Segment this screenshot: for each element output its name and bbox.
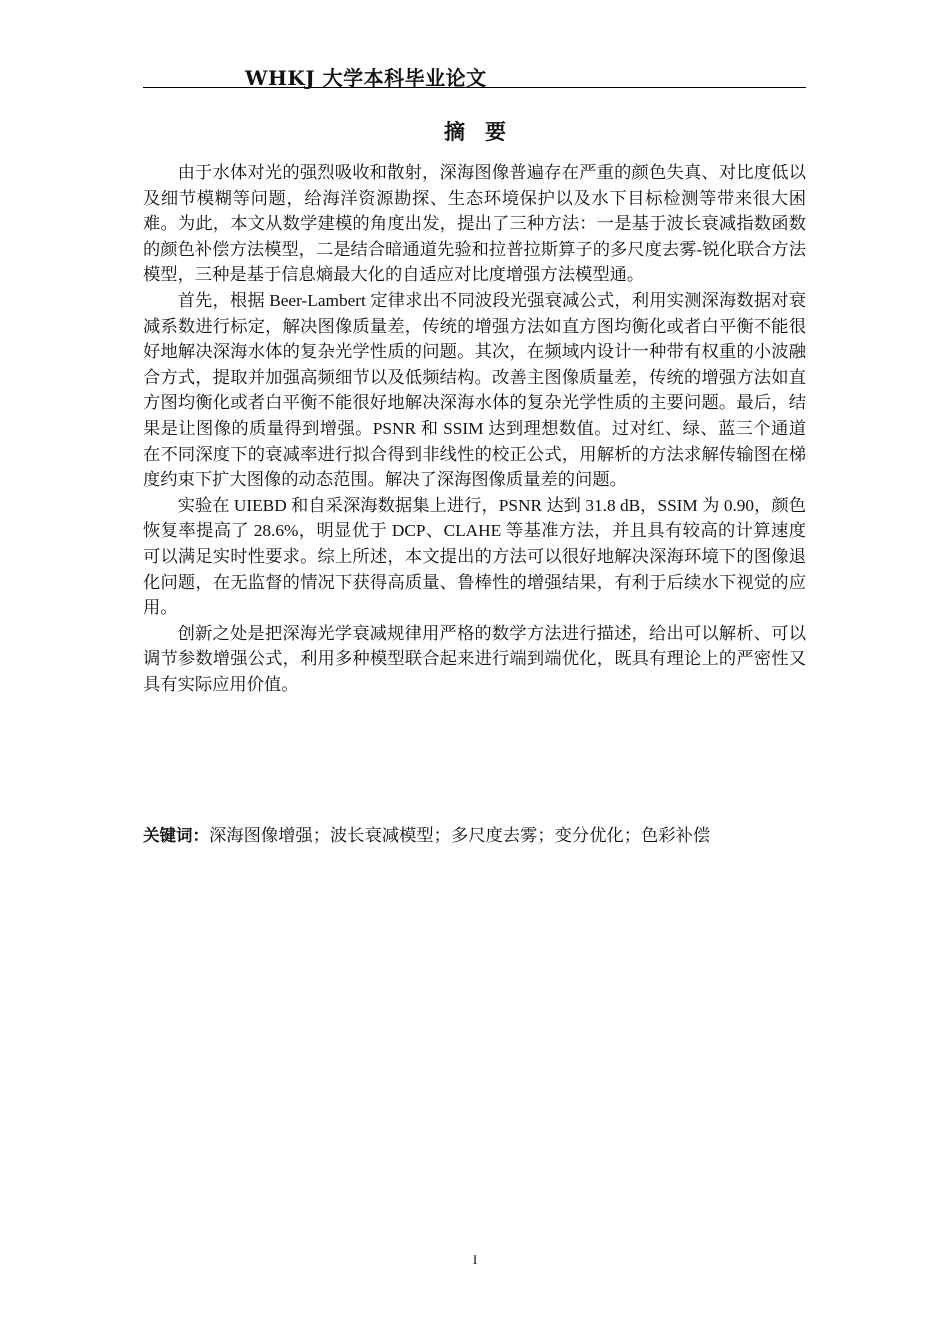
abstract-paragraph-2: 首先，根据 Beer-Lambert 定律求出不同波段光强衰减公式，利用实测深海数据对衰减系数进行标定，解决图像质量差，传统的增强方法如直方图均衡化或者白平衡不能很好地解决深海水体的复杂光学性质的问题。其次，在频域内设计一种带有权重的小波融合方式，提取并加强高频细节以及低频结构。改善主图像质量差，传统的增强方法如直方图均衡化或者白平衡不能很好地解决深海水体的复杂光学性质的主要问题。最后，结果是让图像的质量得到增强。PSNR 和 SSIM 达到理想数值。过对红、绿、蓝三个通道在不同深度下的衰减率进行拟合得到非线性的校正公式，用解析的方法求解传输图在梯度约束下扩大图像的动态范围。解决了深海图像质量差的问题。 <box>143 290 806 490</box>
page-header <box>143 60 806 88</box>
abstract-body <box>143 160 806 697</box>
abstract-paragraph-3: 实验在 UIEBD 和自采深海数据集上进行，PSNR 达到 31.8 dB，SSIM 为 0.90，颜色恢复率提高了 28.6%，明显优于 DCP、CLAHE 等基准方法，并且具有较高的计算速度可以满足实时性要求。综上所述，本文提出的方法可以很好地解决深海环境下的图像退化问题，在无监督的情况下获得高质量、鲁棒性的增强结果，有利于后续水下视觉的应用。 <box>143 495 806 618</box>
page-number: I <box>472 1252 478 1267</box>
keywords-label: 关键词： <box>143 826 209 845</box>
abstract-paragraph-1: 由于水体对光的强烈吸收和散射，深海图像普遍存在严重的颜色失真、对比度低以及细节模糊等问题，给海洋资源勘探、生态环境保护以及水下目标检测等带来很大困难。为此，本文从数学建模的角度出发，提出了三种方法：一是基于波长衰减指数函数的颜色补偿方法模型，二是结合暗通道先验和拉普拉斯算子的多尺度去雾-锐化联合方法模型，三种是基于信息熵最大化的自适应对比度增强方法模型通。 <box>143 163 806 285</box>
keywords-text: 深海图像增强；波长衰减模型；多尺度去雾；变分优化；色彩补偿 <box>209 826 711 845</box>
abstract-paragraph-4: 创新之处是把深海光学衰减规律用严格的数学方法进行描述，给出可以解析、可以调节参数增强公式，利用多种模型联合起来进行端到端优化，既具有理论上的严密性又具有实际应用价值。 <box>143 623 806 694</box>
abstract-title: 摘要 <box>444 120 526 144</box>
header-title: WHKJ 大学本科毕业论文 <box>245 66 487 90</box>
keywords-line <box>143 823 806 849</box>
